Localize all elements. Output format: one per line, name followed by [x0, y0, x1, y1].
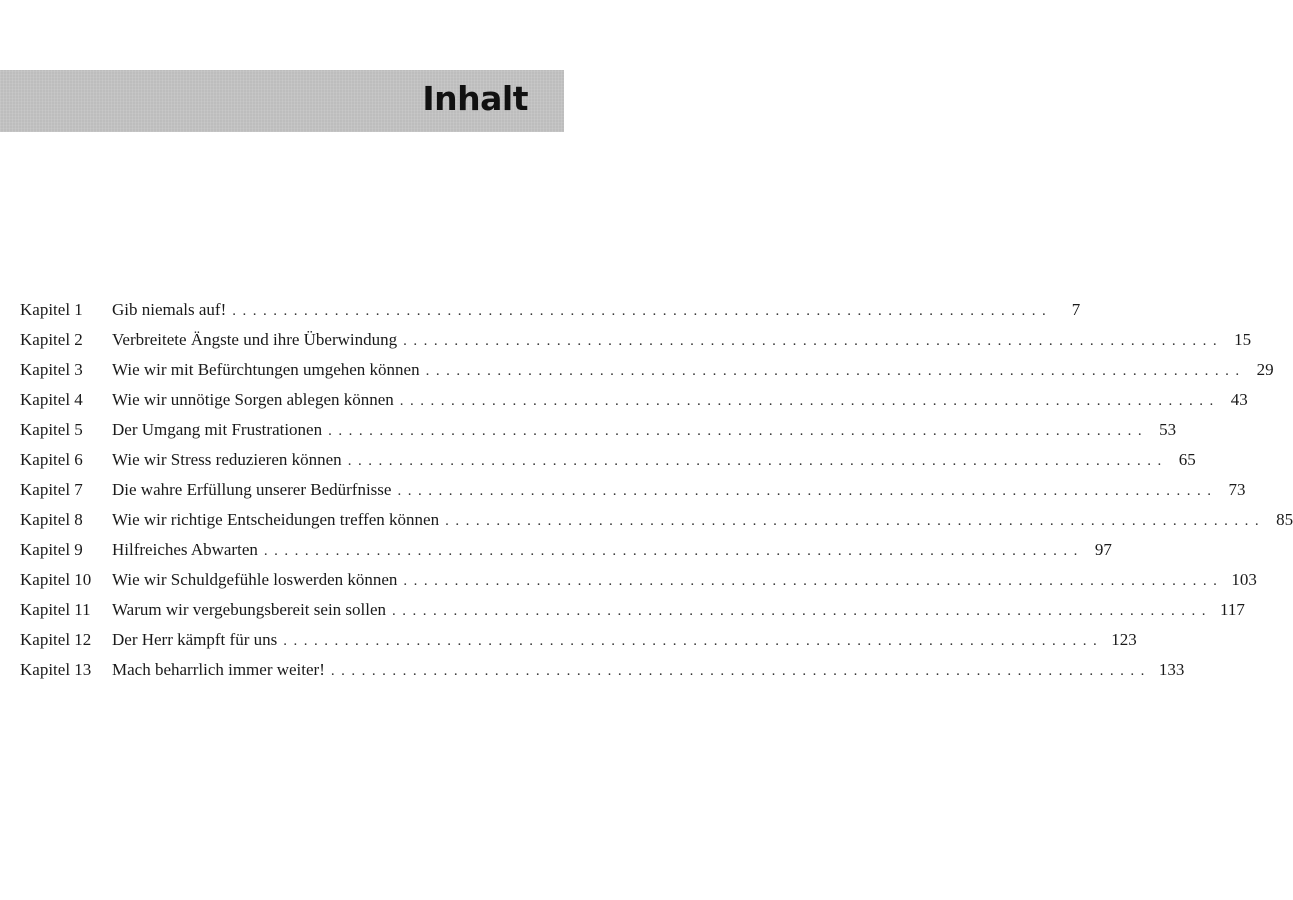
- toc-page-number: 103: [1231, 570, 1257, 589]
- toc-row: [20, 390, 1248, 420]
- toc-dot-leader: ................................................................................: [330, 663, 1151, 679]
- toc-chapter-label: Kapitel 12: [20, 630, 92, 649]
- toc-chapter-label: Kapitel 2: [20, 330, 83, 349]
- page-title: Inhalt: [422, 79, 528, 118]
- toc-chapter-title: Wie wir unnötige Sorgen ablegen können: [112, 390, 394, 409]
- toc-chapter-title: Mach beharrlich immer weiter!: [112, 660, 325, 679]
- toc-dot-leader: ................................................................................: [397, 483, 1218, 499]
- toc-chapter-label: Kapitel 13: [20, 660, 92, 679]
- toc-chapter-label: Kapitel 8: [20, 510, 83, 529]
- toc-chapter-title: Der Herr kämpft für uns: [112, 630, 278, 649]
- toc-row: [20, 540, 1112, 570]
- toc-dot-leader: ................................................................................: [232, 303, 1053, 319]
- toc-row: [20, 450, 1196, 480]
- toc-row: [20, 570, 1257, 600]
- toc-chapter-title: Wie wir mit Befürchtungen umgehen können: [112, 360, 420, 379]
- toc-dot-leader: ................................................................................: [425, 363, 1246, 379]
- toc-chapter-label: Kapitel 7: [20, 480, 83, 499]
- toc-chapter-title: Warum wir vergebungsbereit sein sollen: [112, 600, 387, 619]
- toc-row: [20, 510, 1293, 540]
- toc-page-number: 43: [1230, 390, 1248, 409]
- toc-chapter-label: Kapitel 9: [20, 540, 83, 559]
- toc-chapter-title: Verbreitete Ängste und ihre Überwindung: [112, 330, 398, 349]
- toc-dot-leader: ................................................................................: [445, 513, 1266, 529]
- toc-chapter-title: Der Umgang mit Frustrationen: [112, 420, 323, 439]
- header-band: [0, 70, 564, 132]
- toc-row: [20, 420, 1177, 450]
- toc-chapter-title: Wie wir richtige Entscheidungen treffen können: [112, 510, 440, 529]
- toc-chapter-label: Kapitel 6: [20, 450, 83, 469]
- toc-dot-leader: ................................................................................: [263, 543, 1084, 559]
- toc-chapter-title: Wie wir Stress reduzieren können: [112, 450, 342, 469]
- toc-page-number: 97: [1094, 540, 1112, 559]
- toc-dot-leader: ................................................................................: [328, 423, 1149, 439]
- toc-page-number: 123: [1111, 630, 1137, 649]
- toc-page-number: 85: [1276, 510, 1293, 529]
- toc-dot-leader: ................................................................................: [392, 603, 1213, 619]
- toc-chapter-label: Kapitel 11: [20, 600, 91, 619]
- toc-chapter-title: Hilfreiches Abwarten: [112, 540, 258, 559]
- toc-dot-leader: ................................................................................: [399, 393, 1220, 409]
- toc-chapter-label: Kapitel 10: [20, 570, 92, 589]
- toc-page-number: 29: [1256, 360, 1274, 379]
- toc-dot-leader: ................................................................................: [403, 333, 1224, 349]
- toc-chapter-label: Kapitel 4: [20, 390, 83, 409]
- toc-chapter-label: Kapitel 3: [20, 360, 83, 379]
- toc-row: [20, 660, 1185, 690]
- toc-row: [20, 330, 1252, 360]
- toc-page-number: 53: [1159, 420, 1177, 439]
- toc-row: [20, 480, 1246, 510]
- toc-chapter-title: Die wahre Erfüllung unserer Bedürfnisse: [112, 480, 392, 499]
- toc-page-number: 133: [1158, 660, 1185, 679]
- toc-page-number: 73: [1228, 480, 1246, 499]
- toc-chapter-title: Gib niemals auf!: [112, 300, 227, 319]
- toc-dot-leader: ................................................................................: [283, 633, 1104, 649]
- toc-chapter-label: Kapitel 1: [20, 300, 83, 319]
- toc-chapter-label: Kapitel 5: [20, 420, 83, 439]
- table-of-contents: [20, 300, 1293, 690]
- toc-dot-leader: ................................................................................: [347, 453, 1168, 469]
- toc-dot-leader: ................................................................................: [403, 573, 1224, 589]
- toc-chapter-title: Wie wir Schuldgefühle loswerden können: [112, 570, 398, 589]
- toc-row: [20, 300, 1081, 330]
- toc-page-number: 15: [1234, 330, 1252, 349]
- toc-page-number: 117: [1220, 600, 1245, 619]
- toc-row: [20, 360, 1274, 390]
- toc-row: [20, 630, 1137, 660]
- toc-page-number: 65: [1178, 450, 1196, 469]
- toc-page-number: 7: [1071, 300, 1081, 319]
- toc-row: [20, 600, 1245, 630]
